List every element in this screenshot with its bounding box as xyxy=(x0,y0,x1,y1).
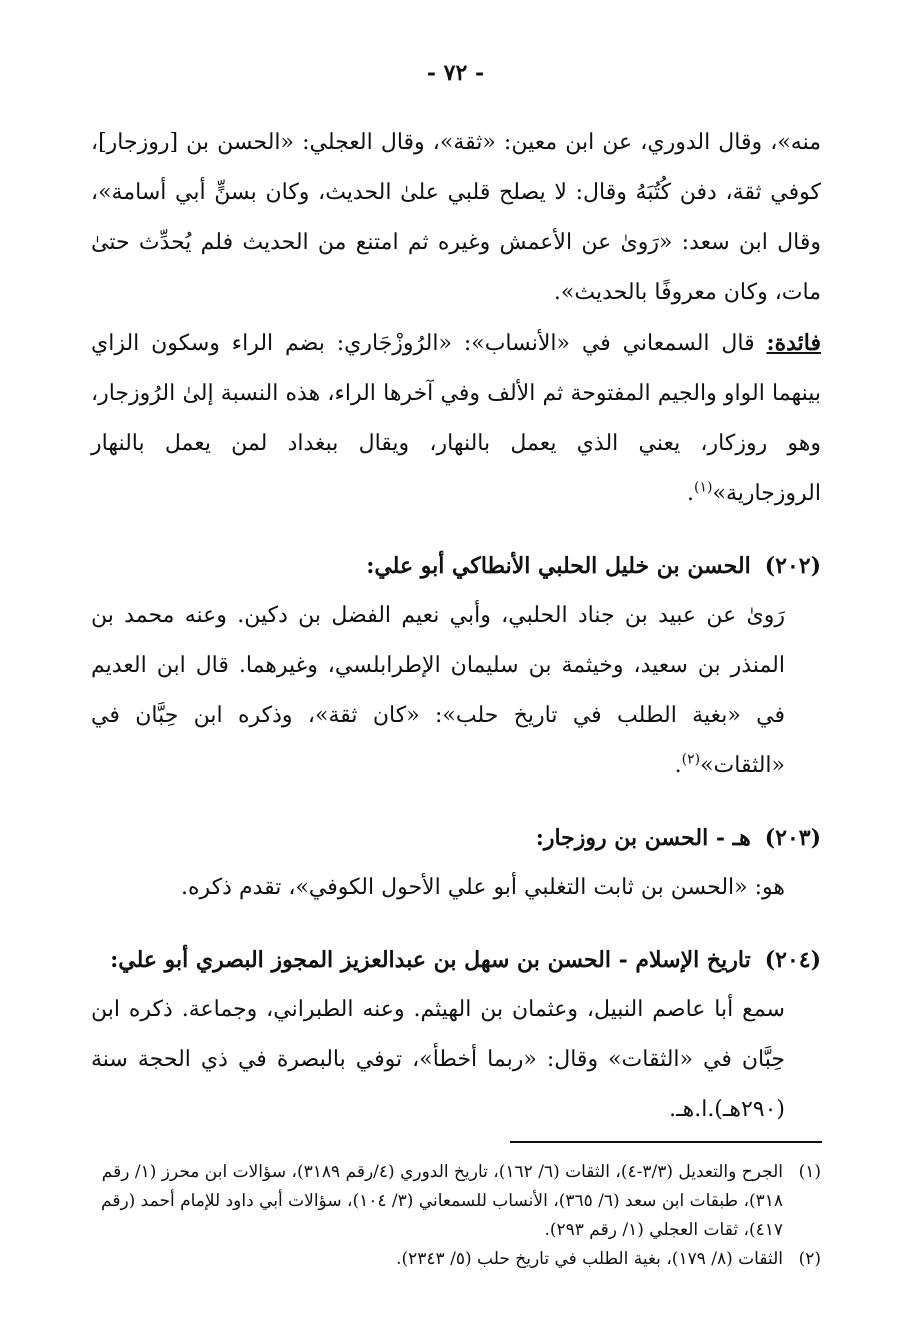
main-text xyxy=(91,118,821,1135)
entry-heading xyxy=(91,541,821,591)
entry-body xyxy=(91,863,821,913)
footnote-ref: (٢) xyxy=(681,751,701,768)
entry-body xyxy=(91,985,821,1135)
intro-paragraph xyxy=(91,118,821,318)
entry-body-text: هو: «الحسن بن ثابت التغلبي أبو علي الأحول الكوفي»، تقدم ذكره. xyxy=(181,875,785,900)
note-end: . xyxy=(687,481,695,506)
entry-number: (٢٠٣) xyxy=(764,825,821,851)
note-text: قال السمعاني في «الأنساب»: «الرُوزْجَاري: بضم الراء وسكون الزاي بينهما الواو والجيم المفتوحة ثم الألف وفي آخرها الراء، هذه النسبة إلىٰ الرُوزجار، وهو روزكار، يعني الذي يعمل بالنهار، ويقال ببغداد لمن يعمل بالنهار الروزجارية» xyxy=(91,331,821,506)
footnote-marker: (٢) xyxy=(798,1249,821,1269)
entry-heading xyxy=(91,813,821,863)
footnote-separator xyxy=(510,1141,822,1143)
footnote-1 xyxy=(91,1158,821,1245)
entry-heading xyxy=(91,935,821,985)
entry-title: هـ - الحسن بن روزجار: xyxy=(535,825,751,851)
entry-203 xyxy=(91,813,821,913)
entry-body xyxy=(91,591,821,791)
entry-204 xyxy=(91,935,821,1135)
footnotes xyxy=(91,1158,821,1274)
entry-end: . xyxy=(674,753,682,778)
footnote-2 xyxy=(91,1245,821,1274)
entry-body-text: سمع أبا عاصم النبيل، وعثمان بن الهيثم. وعنه الطبراني، وجماعة. ذكره ابن حِبَّان في «الثقات» وقال: «ربما أخطأ»، توفي بالبصرة في ذي الحجة سنة (٢٩٠هـ).ا.هـ. xyxy=(91,997,785,1122)
page-number: - ٧٢ - xyxy=(426,60,485,86)
intro-text: منه»، وقال الدوري، عن ابن معين: «ثقة»، وقال العجلي: «الحسن بن [روزجار]، كوفي ثقة، دفن كُتُبَهُ وقال: لا يصلح قلبي علىٰ الحديث، وكان بسنٍّ أبي أسامة»، وقال ابن سعد: «رَوىٰ عن الأعمش وغيره ثم امتنع من الحديث فلم يُحدِّث حتىٰ مات، وكان معروفًا بالحديث». xyxy=(91,130,821,305)
entry-title: الحسن بن خليل الحلبي الأنطاكي أبو علي: xyxy=(366,553,751,579)
footnote-ref: (١) xyxy=(694,479,713,496)
note-label: فائدة: xyxy=(766,330,821,356)
footnote-text: الجرح والتعديل (٣/٣-٤)، الثقات (٦/ ١٦٢)، تاريخ الدوري (٤/رقم ٣١٨٩)، سؤالات ابن محرز (١/ رقم ٣١٨)، طبقات ابن سعد (٦/ ٣٦٥)، الأنساب للسمعاني (٣/ ١٠٤)، سؤالات أبي داود للإمام أحمد (رقم ٤١٧)، ثقات العجلي (١/ رقم ٢٩٣). xyxy=(101,1162,783,1240)
entry-title: تاريخ الإسلام - الحسن بن سهل بن عبدالعزيز المجوز البصري أبو علي: xyxy=(110,947,751,973)
footnote-marker: (١) xyxy=(798,1162,821,1182)
entry-number: (٢٠٤) xyxy=(764,947,821,973)
entry-number: (٢٠٢) xyxy=(764,553,821,579)
entry-body-text: رَوىٰ عن عبيد بن جناد الحلبي، وأبي نعيم الفضل بن دكين. وعنه محمد بن المنذر بن سعيد، وخيثمة بن سليمان الإطرابلسي، وغيرهما. قال ابن العديم في «بغية الطلب في تاريخ حلب»: «كان ثقة»، وذكره ابن حِبَّان في «الثقات» xyxy=(91,603,785,778)
note-paragraph xyxy=(91,318,821,519)
footnote-text: الثقات (٨/ ١٧٩)، بغية الطلب في تاريخ حلب (٥/ ٢٣٤٣). xyxy=(396,1249,783,1269)
entry-202 xyxy=(91,541,821,791)
